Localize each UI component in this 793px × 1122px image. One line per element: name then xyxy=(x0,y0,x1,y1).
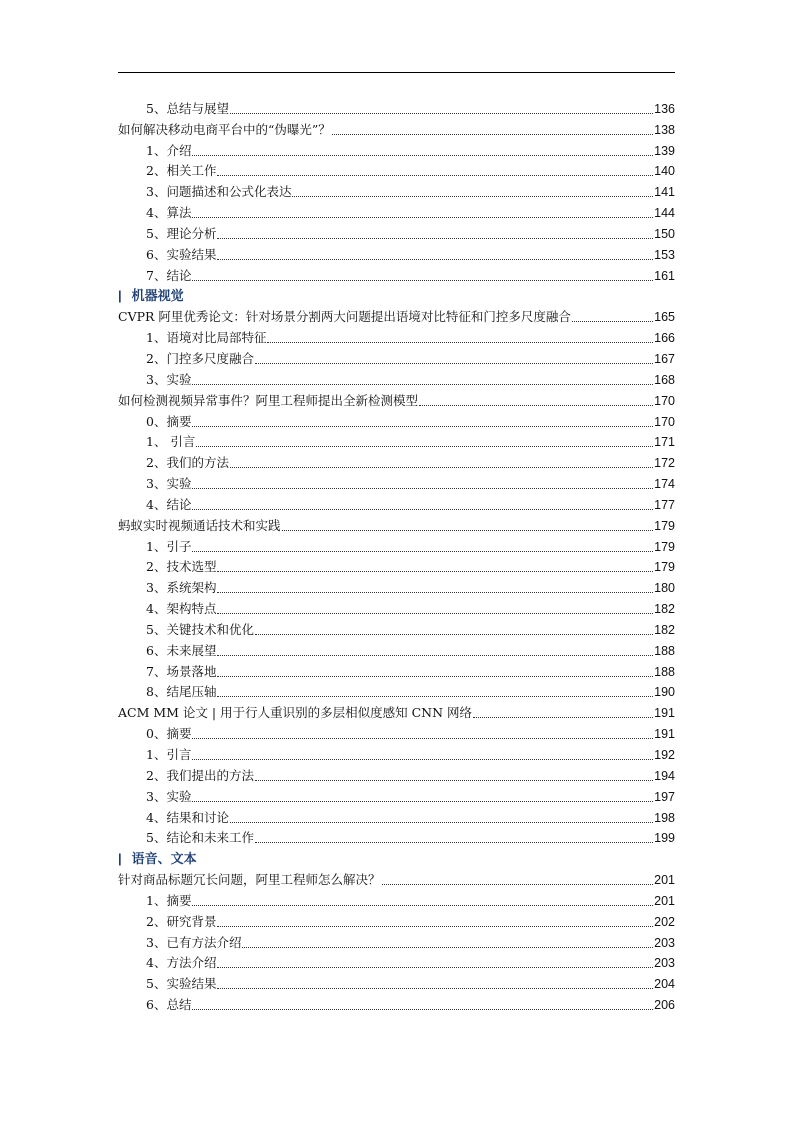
toc-subsection-entry[interactable] xyxy=(118,430,675,451)
dot-leader xyxy=(255,362,653,364)
dot-leader xyxy=(192,154,653,156)
toc-subsection-entry[interactable] xyxy=(118,575,675,596)
toc-page-number: 144 xyxy=(654,206,675,221)
toc-entry-label: 5、关键技术和优化 xyxy=(146,621,254,637)
toc-page-number: 139 xyxy=(654,143,675,158)
toc-subsection-entry[interactable] xyxy=(118,805,675,826)
toc-subsection-entry[interactable] xyxy=(118,951,675,972)
toc-entry-label: 针对商品标题冗长问题，阿里工程师怎么解决？ xyxy=(118,872,381,888)
dot-leader xyxy=(217,675,653,677)
dot-leader xyxy=(282,529,654,531)
toc-page-number: 203 xyxy=(654,935,675,950)
dot-leader xyxy=(217,987,653,989)
dot-leader xyxy=(217,258,653,260)
toc-page-number: 192 xyxy=(654,748,675,762)
toc-entry-label: 5、理论分析 xyxy=(146,225,217,241)
toc-entry-label: 6、总结 xyxy=(146,997,192,1013)
toc-page-number: 166 xyxy=(654,331,675,346)
toc-page-number: 170 xyxy=(654,414,675,429)
toc-entry-label: 4、算法 xyxy=(146,205,192,221)
toc-page-number: 202 xyxy=(654,914,675,929)
toc-page-number: 141 xyxy=(654,185,675,200)
toc-page-number: 138 xyxy=(654,122,675,137)
toc-entry-label: 6、未来展望 xyxy=(146,642,217,658)
toc-page-number: 182 xyxy=(654,602,675,617)
toc-subsection-entry[interactable] xyxy=(118,200,675,221)
toc-page-number: 165 xyxy=(654,310,675,325)
dot-leader xyxy=(217,570,653,572)
toc-page-number: 179 xyxy=(654,539,675,554)
toc-entry-label: 3、实验 xyxy=(146,371,192,387)
toc-entry-label: 如何解决移动电商平台中的“伪曝光”？ xyxy=(118,121,331,137)
dot-leader xyxy=(192,758,653,760)
dot-leader xyxy=(419,404,653,406)
toc-page-number: 201 xyxy=(654,893,675,908)
toc-entry-label: 2、技术选型 xyxy=(146,559,217,575)
dot-leader xyxy=(192,904,653,906)
toc-subsection-entry[interactable] xyxy=(118,346,675,367)
toc-entry-label: 蚂蚁实时视频通话技术和实践 xyxy=(118,517,281,533)
dot-leader xyxy=(192,279,653,281)
toc-article-entry[interactable] xyxy=(118,388,675,409)
toc-article-entry[interactable] xyxy=(118,304,675,325)
toc-page-number: 191 xyxy=(654,727,675,742)
toc-subsection-entry[interactable] xyxy=(118,492,675,513)
toc-entry-label: 如何检测视频异常事件？阿里工程师提出全新检测模型 xyxy=(118,392,419,408)
dot-leader xyxy=(572,320,653,322)
toc-subsection-entry[interactable] xyxy=(118,450,675,471)
header-rule xyxy=(118,72,675,73)
toc-page-number: 161 xyxy=(654,268,675,283)
toc-article-entry[interactable] xyxy=(118,513,675,534)
dot-leader xyxy=(217,654,653,656)
toc-subsection-entry[interactable] xyxy=(118,471,675,492)
dot-leader xyxy=(332,133,653,135)
dot-leader xyxy=(230,112,653,114)
toc-subsection-entry[interactable] xyxy=(118,596,675,617)
toc-entry-label: 1、摘要 xyxy=(146,892,192,908)
dot-leader xyxy=(192,425,653,427)
section-title: 机器视觉 xyxy=(131,288,184,304)
dot-leader xyxy=(196,445,653,447)
toc-entry-label: 5、实验结果 xyxy=(146,976,217,992)
toc-page-number: 140 xyxy=(654,164,675,179)
toc-entry-label: 1、引言 xyxy=(146,747,192,762)
dot-leader xyxy=(217,237,653,239)
section-bar: | xyxy=(118,851,122,867)
toc-entry-label: 7、结论 xyxy=(146,267,192,283)
toc-entry-label: 2、研究背景 xyxy=(146,913,217,929)
dot-leader xyxy=(267,341,653,343)
dot-leader xyxy=(192,216,653,218)
toc-entry-label: 3、已有方法介绍 xyxy=(146,934,242,950)
toc-subsection-entry[interactable] xyxy=(118,763,675,784)
toc-subsection-entry[interactable] xyxy=(118,138,675,159)
toc-subsection-entry[interactable] xyxy=(118,784,675,805)
toc-article-entry[interactable] xyxy=(118,867,675,888)
toc-page-number: 182 xyxy=(654,622,675,637)
toc-article-entry[interactable] xyxy=(118,700,675,721)
dot-leader xyxy=(192,737,653,739)
toc-subsection-entry[interactable] xyxy=(118,721,675,742)
dot-leader xyxy=(230,821,653,823)
dot-leader xyxy=(192,508,653,510)
toc-subsection-entry[interactable] xyxy=(118,826,675,847)
toc-entry-label: 4、结果和讨论 xyxy=(146,809,229,825)
toc-entry-label: 5、结论和未来工作 xyxy=(146,830,254,846)
toc-page-number: 180 xyxy=(654,581,675,596)
toc-page-number: 204 xyxy=(654,977,675,992)
toc-page-number: 136 xyxy=(654,101,675,116)
dot-leader xyxy=(255,633,653,635)
toc-subsection-entry[interactable] xyxy=(118,909,675,930)
toc-subsection-entry[interactable] xyxy=(118,930,675,951)
toc-subsection-entry[interactable] xyxy=(118,680,675,701)
toc-entry-label: 2、门控多尺度融合 xyxy=(146,350,254,366)
toc-subsection-entry[interactable] xyxy=(118,638,675,659)
toc-subsection-entry[interactable] xyxy=(118,742,675,763)
toc-entry-label: 6、实验结果 xyxy=(146,246,217,262)
toc-page-number: 206 xyxy=(654,998,675,1013)
toc-entry-label: 3、系统架构 xyxy=(146,580,217,596)
toc-entry-label: 4、架构特点 xyxy=(146,601,217,617)
toc-entry-label: 1、 引言 xyxy=(146,434,196,450)
dot-leader xyxy=(192,800,653,802)
toc-page-number: 172 xyxy=(654,456,675,471)
toc-entry-label: 2、相关工作 xyxy=(146,163,217,179)
dot-leader xyxy=(217,591,653,593)
toc-subsection-entry[interactable] xyxy=(118,617,675,638)
toc-entry-label: CVPR 阿里优秀论文：针对场景分割两大问题提出语境对比特征和门控多尺度融合 xyxy=(118,309,571,325)
toc-subsection-entry[interactable] xyxy=(118,888,675,909)
toc-subsection-entry[interactable] xyxy=(118,971,675,992)
toc-subsection-entry[interactable] xyxy=(118,534,675,555)
toc-entry-label: 7、场景落地 xyxy=(146,663,217,679)
toc-entry-label: 2、我们的方法 xyxy=(146,455,229,471)
toc-entry-label: 8、结尾压轴 xyxy=(146,684,217,700)
toc-entry-label: 3、实验 xyxy=(146,476,192,492)
toc-subsection-entry[interactable] xyxy=(118,409,675,430)
toc-page-number: 194 xyxy=(654,768,675,783)
toc-entry-label: 5、总结与展望 xyxy=(146,100,229,116)
toc-entry-label: 0、摘要 xyxy=(146,413,192,429)
toc-entry-label: ACM MM 论文 | 用于行人重识别的多层相似度感知 CNN 网络 xyxy=(118,705,472,721)
toc-page-number: 190 xyxy=(654,685,675,700)
toc-entry-label: 3、实验 xyxy=(146,788,192,804)
toc-page-number: 168 xyxy=(654,372,675,387)
toc-subsection-entry[interactable] xyxy=(118,159,675,180)
toc-page-number: 199 xyxy=(654,831,675,846)
toc-entry-label: 3、问题描述和公式化表达 xyxy=(146,184,292,200)
dot-leader xyxy=(217,695,653,697)
toc-page-number: 170 xyxy=(654,393,675,408)
toc-entry-label: 1、语境对比局部特征 xyxy=(146,330,267,346)
toc-page-number: 167 xyxy=(654,351,675,366)
toc-page-number: 197 xyxy=(654,789,675,804)
dot-leader xyxy=(217,925,653,927)
dot-leader xyxy=(255,841,653,843)
toc-subsection-entry[interactable] xyxy=(118,221,675,242)
toc-entry-label: 1、引子 xyxy=(146,538,192,554)
toc-section-heading xyxy=(118,284,675,305)
toc-page-number: 174 xyxy=(654,477,675,492)
dot-leader xyxy=(255,779,653,781)
toc-entry-label: 0、摘要 xyxy=(146,726,192,742)
toc-page-number: 179 xyxy=(654,518,675,533)
dot-leader xyxy=(217,966,653,968)
section-title: 语音、文本 xyxy=(131,851,197,867)
dot-leader xyxy=(382,883,654,885)
toc-entry-label: 4、结论 xyxy=(146,496,192,512)
dot-leader xyxy=(217,174,653,176)
dot-leader xyxy=(292,195,653,197)
toc-page-number: 203 xyxy=(654,956,675,971)
toc-subsection-entry[interactable] xyxy=(118,96,675,117)
toc-subsection-entry[interactable] xyxy=(118,325,675,346)
toc-section-heading xyxy=(118,846,675,867)
toc-page-number: 201 xyxy=(654,873,675,888)
dot-leader xyxy=(192,383,653,385)
toc-page-number: 191 xyxy=(654,706,675,721)
toc-page-number: 188 xyxy=(654,664,675,679)
dot-leader xyxy=(230,466,653,468)
dot-leader xyxy=(192,1008,653,1010)
toc-page-number: 179 xyxy=(654,560,675,575)
toc-page-number: 153 xyxy=(654,247,675,262)
toc-page-number: 188 xyxy=(654,643,675,658)
dot-leader xyxy=(217,612,653,614)
section-bar: | xyxy=(118,288,122,304)
toc-subsection-entry[interactable] xyxy=(118,179,675,200)
dot-leader xyxy=(242,946,653,948)
toc-page-number: 171 xyxy=(654,435,675,450)
toc-subsection-entry[interactable] xyxy=(118,263,675,284)
toc-subsection-entry[interactable] xyxy=(118,367,675,388)
toc-subsection-entry[interactable] xyxy=(118,659,675,680)
toc-page-number: 177 xyxy=(654,497,675,512)
toc-article-entry[interactable] xyxy=(118,117,675,138)
toc-entry-label: 1、介绍 xyxy=(146,142,192,158)
toc-page-number: 150 xyxy=(654,226,675,241)
toc-subsection-entry[interactable] xyxy=(118,992,675,1013)
dot-leader xyxy=(473,716,653,718)
toc-entry-label: 4、方法介绍 xyxy=(146,955,217,971)
toc-subsection-entry[interactable] xyxy=(118,555,675,576)
dot-leader xyxy=(192,550,653,552)
table-of-contents xyxy=(118,96,675,1013)
dot-leader xyxy=(192,487,653,489)
toc-subsection-entry[interactable] xyxy=(118,242,675,263)
toc-page-number: 198 xyxy=(654,810,675,825)
toc-entry-label: 2、我们提出的方法 xyxy=(146,767,254,783)
